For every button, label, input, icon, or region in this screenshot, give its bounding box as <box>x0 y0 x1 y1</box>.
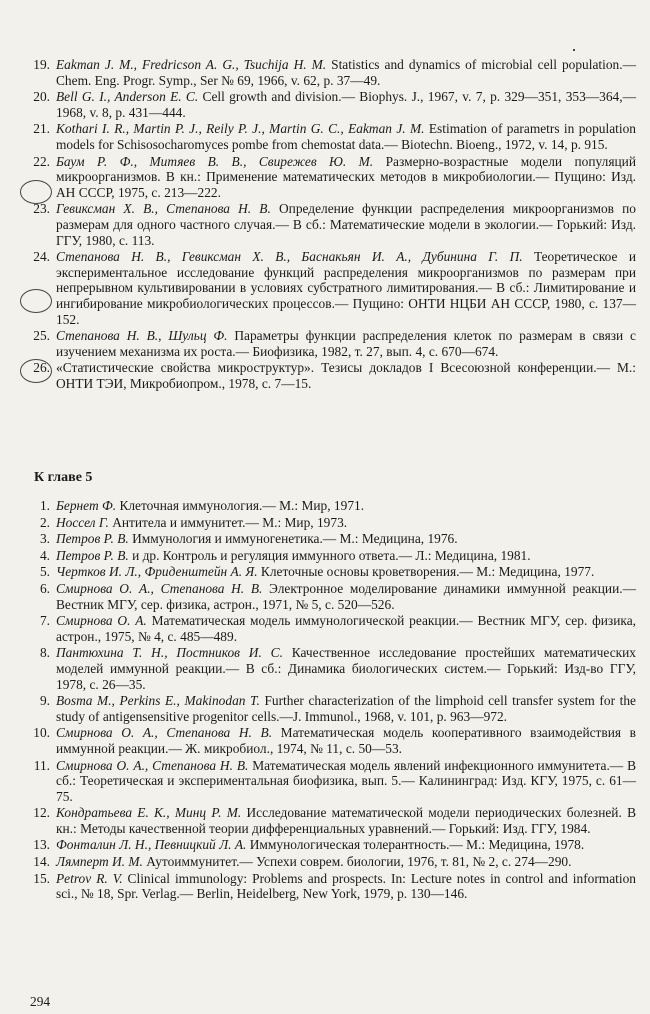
reference-item <box>22 725 636 756</box>
reference-number: 13. <box>33 837 50 853</box>
reference-text: Математическая модель иммунологической реакции.— Вестник МГУ, сер. физика, астрон., 1975, № 4, с. 485—489. <box>56 613 636 644</box>
ink-speck <box>573 49 575 51</box>
reference-authors: Смирнова О. А., Степанова Н. В. <box>56 757 249 773</box>
reference-item <box>22 871 636 902</box>
reference-authors: Петров Р. В. <box>56 531 129 547</box>
reference-item <box>22 154 636 201</box>
reference-authors: Кондратьева Е. К., Минц Р. М. <box>56 805 242 821</box>
reference-number: 25. <box>33 328 50 344</box>
reference-text: Estimation of parametrs in population models for Schisosocharomyces pombe from chemostat data.— Biotechn. Bioeng., 1972, v. 14, p. 915. <box>56 121 636 152</box>
reference-authors: Баум Р. Ф., Митяев В. В., Свирежев Ю. М. <box>56 153 374 169</box>
reference-item <box>22 498 636 514</box>
reference-item <box>22 581 636 612</box>
reference-text: Клеточная иммунология.— М.: Мир, 1971. <box>116 498 365 513</box>
reference-text: и др. Контроль и регуляция иммунного ответа.— Л.: Медицина, 1981. <box>128 547 531 563</box>
reference-authors: Петров Р. В. <box>56 547 129 563</box>
reference-list-chapter-5 <box>22 498 636 903</box>
reference-item <box>22 805 636 836</box>
reference-number: 4. <box>39 547 50 563</box>
reference-text: Качественное исследование простейших математических моделей иммунной реакции.— В сб.: Динамика биологических систем.— Горький: Изд-во ГГУ, 1978, с. 26—35. <box>56 645 636 692</box>
reference-number: 26. <box>33 360 50 376</box>
reference-authors: Носсел Г. <box>56 514 109 530</box>
reference-number: 22. <box>33 153 50 169</box>
reference-authors: Смирнова О. А., Степанова Н. В. <box>56 580 263 596</box>
reference-number: 6. <box>39 580 50 596</box>
reference-item <box>22 360 636 391</box>
reference-text: Further characterization of the limphoid cell transfer system for the study of antigensensitive progenitor cells.—J. Immunol., 1968, v. 101, p. 963—972. <box>56 693 636 724</box>
reference-number: 23. <box>33 201 50 217</box>
reference-number: 9. <box>39 693 50 709</box>
reference-authors: Petrov R. V. <box>56 870 123 886</box>
reference-text: Математическая модель кооперативного взаимодействия в иммунной реакции.— Ж. микробиол., 1974, № 11, с. 50—53. <box>56 725 636 756</box>
reference-item <box>22 89 636 120</box>
reference-list-chapter-4 <box>22 57 636 392</box>
reference-text: Размерно-возрастные модели популяций микроорганизмов. В кн.: Применение математических методов в микробиологии.— Пущино: Изд. АН СССР, 1975, с. 213—222. <box>56 153 636 200</box>
reference-text: Исследование математической модели периодических болезней. В кн.: Методы качественной теории дифференциальных уравнений.— Горький: Изд. ГГУ, 1984. <box>56 805 636 836</box>
reference-number: 21. <box>33 121 50 137</box>
reference-text: Математическая модель явлений инфекционного иммунитета.— В сб.: Теоретическая и экспериментальная биофизика, вып. 5.— Калининград: Изд. КГУ, 1975, с. 61—75. <box>56 757 636 804</box>
reference-number: 24. <box>33 249 50 265</box>
reference-item <box>22 613 636 644</box>
reference-item <box>22 57 636 88</box>
reference-authors: Смирнова О. А. <box>56 613 147 629</box>
reference-authors: Смирнова О. А., Степанова Н. В. <box>56 725 273 741</box>
handwritten-circle-mark <box>20 289 52 313</box>
reference-number: 11. <box>33 757 50 773</box>
reference-authors: Чертков И. Л., Фриденштейн А. Я. <box>56 564 258 580</box>
reference-authors: Гевиксман Х. В., Степанова Н. В. <box>56 201 271 217</box>
reference-item <box>22 564 636 580</box>
reference-text: Антитела и иммунитет.— М.: Мир, 1973. <box>108 514 348 530</box>
reference-authors: Степанова Н. В., Гевиксман Х. В., Баснакьян И. А., Дубинина Г. П. <box>56 249 523 265</box>
reference-item <box>22 837 636 853</box>
reference-text: Cell growth and division.— Biophys. J., 1967, v. 7, p. 329—351, 353—364,— 1968, v. 8, p. 431—444. <box>56 89 636 120</box>
reference-authors: Bell G. I., Anderson E. C. <box>56 89 199 105</box>
reference-text: Statistics and dynamics of microbial cell population.— Chem. Eng. Progr. Symp., Ser № 69, 1966, v. 62, p. 37—49. <box>56 57 636 88</box>
reference-authors: Kothari I. R., Martin P. J., Reily P. J., Martin G. C., Eakman J. M. <box>56 121 425 137</box>
handwritten-circle-mark <box>20 359 52 383</box>
reference-authors: Лямперт И. М. <box>56 854 143 870</box>
reference-item <box>22 758 636 805</box>
reference-authors: Фонталин Л. Н., Певницкий Л. А. <box>56 837 247 853</box>
section-heading: К главе 5 <box>34 470 93 485</box>
reference-item <box>22 201 636 248</box>
reference-text: «Статистические свойства микроструктур». Тезисы докладов I Всесоюзной конференции.— М.: ОНТИ ТЭИ, Микробиопром., 1978, с. 7—15. <box>56 360 636 391</box>
reference-item <box>22 548 636 564</box>
reference-number: 14. <box>33 854 50 870</box>
reference-text: Параметры функции распределения клеток по размерам в связи с изучением механизма их роста.— Биофизика, 1982, т. 27, вып. 4, с. 670—674. <box>56 328 636 359</box>
reference-text: Иммунология и иммуногенетика.— М.: Медицина, 1976. <box>128 531 458 547</box>
reference-authors: Пантюхина Т. Н., Постников И. С. <box>56 645 283 661</box>
reference-authors: Eakman J. M., Fredricson A. G., Tsuchija H. M. <box>56 57 327 72</box>
reference-text: Электронное моделирование динамики иммунной реакции.— Вестник МГУ, сер. физика, астрон., 1971, № 5, с. 520—526. <box>56 580 636 612</box>
reference-item <box>22 854 636 870</box>
reference-text: Теоретическое и экспериментальное исследование функций распределения микроорганизмов по размерам при непрерывном культивировании в условиях субстратного лимитирования.— В сб.: Лимитирование и ингибирование микробиологических процессов.— Пущино: ОНТИ НЦБИ АН СССР, 1980, с. 137—152. <box>56 249 636 327</box>
reference-item <box>22 328 636 359</box>
page-number: 294 <box>30 994 51 1009</box>
reference-item <box>22 515 636 531</box>
reference-text: Иммунологическая толерантность.— М.: Медицина, 1978. <box>246 837 585 853</box>
reference-item <box>22 249 636 327</box>
reference-item <box>22 693 636 724</box>
reference-text: Аутоиммунитет.— Успехи соврем. биологии, 1976, т. 81, № 2, с. 274—290. <box>142 854 572 870</box>
reference-text: Определение функции распределения микроорганизмов по размерам для одного частного случая.— В сб.: Математические модели в экологии.— Горький: Изд. ГГУ, 1980, с. 113. <box>56 201 636 248</box>
reference-item <box>22 531 636 547</box>
reference-number: 2. <box>39 514 50 530</box>
reference-authors: Бернет Ф. <box>56 498 117 513</box>
reference-item <box>22 645 636 692</box>
reference-number: 12. <box>33 805 50 821</box>
reference-number: 5. <box>39 564 50 580</box>
handwritten-circle-mark <box>20 180 52 204</box>
reference-number: 20. <box>33 89 50 105</box>
reference-authors: Степанова Н. В., Шульц Ф. <box>56 328 228 344</box>
reference-text: Clinical immunology: Problems and prospects. In: Lecture notes in control and information sci., № 18, Spr. Verlag.— Berlin, Heidelberg, New York, 1979, p. 130—146. <box>56 870 637 902</box>
reference-number: 7. <box>39 613 50 629</box>
reference-authors: Bosma M., Perkins E., Makinodan T. <box>56 693 260 709</box>
reference-text: Клеточные основы кроветворения.— М.: Медицина, 1977. <box>257 564 595 580</box>
reference-item <box>22 121 636 152</box>
reference-number: 19. <box>33 57 50 72</box>
reference-number: 10. <box>33 725 50 741</box>
reference-number: 3. <box>39 531 50 547</box>
reference-number: 15. <box>33 870 50 886</box>
reference-number: 1. <box>39 498 50 513</box>
reference-number: 8. <box>39 645 50 661</box>
